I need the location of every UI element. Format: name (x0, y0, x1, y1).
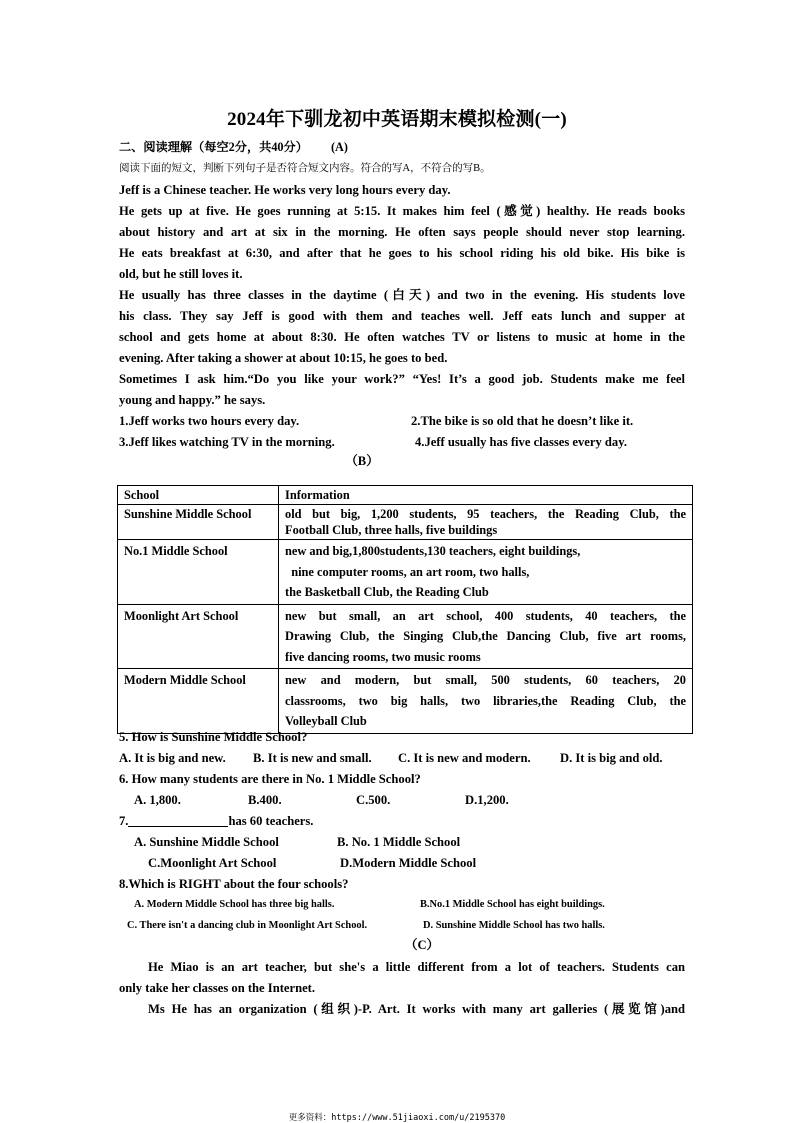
option: C.Moonlight Art School (148, 856, 277, 870)
passage-a-line: about history and art at six in the morning. He often says people should never stop learning. (119, 225, 685, 239)
answer-blank (128, 814, 228, 827)
option: B.No.1 Middle School has eight buildings. (420, 899, 605, 910)
info-line: nine computer rooms, an art room, two halls, (285, 564, 530, 579)
question-row-2 (119, 434, 685, 450)
option: D. Sunshine Middle School has two halls. (423, 920, 605, 931)
question-6: 6. How many students are there in No. 1 Middle School? (119, 772, 421, 786)
table-cell-school: Moonlight Art School (118, 604, 279, 669)
table-header-information: Information (279, 486, 693, 505)
info-line: classrooms, two big halls, two libraries,the Reading Club, the (285, 693, 686, 708)
footer-link[interactable]: 更多资料：https://www.51jiaoxi.com/u/2195370 (288, 1113, 506, 1123)
passage-a-line: old, but he still loves it. (119, 267, 243, 281)
info-line: the Basketball Club, the Reading Club (285, 585, 489, 599)
question-3: 3.Jeff likes watching TV in the morning. (119, 435, 335, 449)
part-c-text: （C） (404, 938, 440, 952)
table-row (118, 540, 693, 605)
passage-a-line: He gets up at five. He goes running at 5:15. It makes him feel (感觉) healthy. He reads books (119, 204, 685, 218)
section-heading-text: 二、阅读理解（每空2分，共40分） (119, 140, 308, 154)
passage-a-line: school and gets home at about 8:30. He often watches TV or listens to music at home in the (119, 330, 685, 344)
question-row-1 (119, 413, 685, 429)
question-7-options-row-2 (148, 855, 714, 871)
part-b-label (0, 453, 794, 469)
info-line: new but small, an art school, 400 students, 40 teachers, the (285, 608, 686, 623)
info-line: old but big, 1,200 students, 95 teachers, the Reading Club, the (285, 507, 686, 521)
question-7 (119, 813, 685, 829)
question-2: 2.The bike is so old that he doesn’t like it. (411, 414, 634, 428)
option: B. It is new and small. (253, 751, 372, 765)
option: C. It is new and modern. (398, 751, 531, 765)
part-a-label: (A) (330, 140, 348, 154)
passage-a-line: He eats breakfast at 6:30, and after that he goes to his school riding his old bike. His bike is (119, 246, 685, 260)
table-header-school: School (118, 486, 279, 505)
question-7-prefix: 7. (119, 814, 129, 828)
option: B.400. (248, 793, 282, 807)
table-cell-info (279, 604, 693, 669)
table-cell-info (279, 540, 693, 605)
page-title: 2024年下驯龙初中英语期末模拟检测(一) (227, 109, 567, 130)
schools-table (117, 485, 693, 734)
passage-a-line: Jeff is a Chinese teacher. He works very long hours every day. (119, 183, 451, 197)
option: C.500. (356, 793, 391, 807)
passage-a-line: his class. They say Jeff is good with them and teaches well. Jeff eats lunch and supper at (119, 309, 685, 323)
option: A. Sunshine Middle School (134, 835, 279, 849)
info-line: Drawing Club, the Singing Club,the Dancing Club, five art rooms, (285, 629, 686, 643)
part-b-text: （B） (345, 454, 379, 468)
table-row (118, 604, 693, 669)
table-row (118, 669, 693, 734)
passage-a-line: Sometimes I ask him.“Do you like your work?” “Yes! It’s a good job. Students make me feel (119, 372, 685, 386)
part-c-label (0, 937, 794, 953)
info-line: new and modern, but small, 500 students, 60 teachers, 20 (285, 673, 686, 687)
question-8-options-row-1 (134, 897, 700, 913)
table-row (118, 505, 693, 540)
question-8-options-row-2 (127, 918, 693, 934)
question-4: 4.Jeff usually has five classes every day. (415, 435, 627, 449)
table-cell-info (279, 505, 693, 540)
info-line: Football Club, three halls, five buildings (285, 523, 498, 537)
question-5: 5. How is Sunshine Middle School? (119, 730, 308, 744)
option: D.Modern Middle School (340, 856, 477, 870)
question-7-suffix: has 60 teachers. (228, 814, 314, 828)
info-line: new and big,1,800students,130 teachers, eight buildings, (285, 544, 581, 558)
instruction: 阅读下面的短文，判断下列句子是否符合短文内容。符合的写A，不符合的写B。 (119, 163, 491, 174)
passage-c-line: only take her classes on the Internet. (119, 981, 316, 995)
passage-c-line: He Miao is an art teacher, but she's a little different from a lot of teachers. Students can (148, 960, 685, 974)
passage-a-line: He usually has three classes in the daytime (白天) and two in the evening. His students love (119, 288, 685, 302)
option: C. There isn't a dancing club in Moonlight Art School. (127, 920, 368, 931)
table-cell-info (279, 669, 693, 734)
option: A. Modern Middle School has three big halls. (134, 899, 335, 910)
option: D.1,200. (465, 793, 509, 807)
question-5-options (119, 750, 685, 766)
question-1: 1.Jeff works two hours every day. (119, 414, 300, 428)
option: B. No. 1 Middle School (337, 835, 461, 849)
question-7-options-row-1 (134, 834, 700, 850)
info-line: five dancing rooms, two music rooms (285, 649, 481, 664)
option: A. 1,800. (134, 793, 181, 807)
option: D. It is big and old. (560, 751, 663, 765)
passage-c-line: Ms He has an organization (组织)-P. Art. It works with many art galleries (展览馆)and (148, 1002, 685, 1016)
info-line: Volleyball Club (285, 714, 367, 728)
passage-a-line: young and happy.” he says. (119, 393, 266, 407)
question-8: 8.Which is RIGHT about the four schools? (119, 877, 349, 891)
option: A. It is big and new. (119, 751, 226, 765)
table-cell-school: No.1 Middle School (118, 540, 279, 605)
table-cell-school: Sunshine Middle School (118, 505, 279, 540)
table-header-row (118, 486, 693, 505)
passage-a-line: evening. After taking a shower at about 10:15, he goes to bed. (119, 351, 448, 365)
section-heading (119, 139, 685, 155)
table-cell-school: Modern Middle School (118, 669, 279, 734)
question-6-options (134, 792, 700, 808)
